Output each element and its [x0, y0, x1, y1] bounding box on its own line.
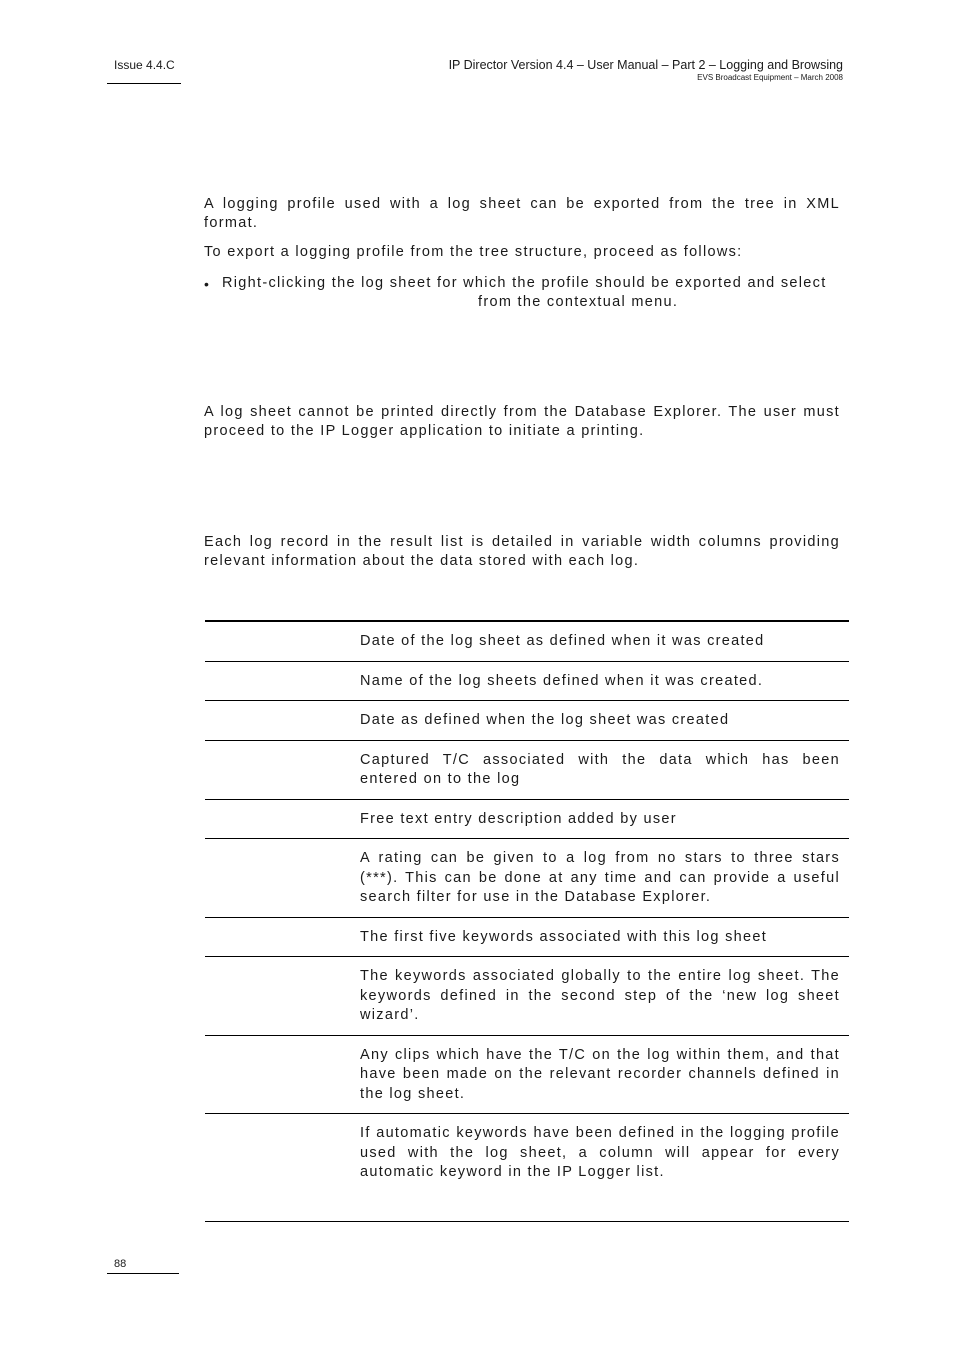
row-description: Free text entry description added by user	[360, 810, 677, 827]
header-title: IP Director Version 4.4 – User Manual – Part 2 – Logging and Browsing	[448, 58, 843, 72]
columns-paragraph: Each log record in the result list is detailed in variable width columns providing relevant information about the data stored with each log.	[204, 534, 840, 569]
table-row	[205, 741, 849, 800]
row-description: Date of the log sheet as defined when it was created	[360, 633, 765, 649]
header-doc-info	[449, 58, 843, 82]
table-row	[205, 957, 849, 1036]
row-description: Captured T/C associated with the data which has been entered on to the log	[360, 751, 840, 787]
print-paragraph: A log sheet cannot be printed directly from the Database Explorer. The user must proceed to the IP Logger application to initiate a printing.	[204, 404, 840, 439]
table-row	[205, 701, 849, 741]
footer-rule	[107, 1273, 179, 1274]
export-bullet-line-1: Right-clicking the log sheet for which the profile should be exported and select	[222, 275, 827, 291]
bullet-icon: •	[204, 276, 209, 292]
header-issue: Issue 4.4.C	[114, 58, 175, 72]
export-bullet-line-2: from the contextual menu.	[478, 294, 679, 310]
row-description: Name of the log sheets defined when it was created.	[360, 672, 764, 689]
table-row	[205, 1036, 849, 1115]
row-description: The first five keywords associated with this log sheet	[360, 928, 768, 945]
row-description: A rating can be given to a log from no stars to three stars (***). This can be done at any time and can provide a useful search filter for use in the Database Explorer.	[360, 850, 840, 905]
table-row	[205, 839, 849, 918]
header-issue-rule	[107, 83, 181, 84]
row-description: Any clips which have the T/C on the log within them, and that have been made on the relevant recorder channels defined in the log sheet.	[360, 1046, 840, 1102]
row-description: The keywords associated globally to the entire log sheet. The keywords defined in the second step of the ‘new log sheet wizard’.	[360, 968, 840, 1023]
export-intro-paragraph: To export a logging profile from the tree structure, proceed as follows:	[204, 244, 743, 260]
table-row	[205, 622, 849, 662]
row-description: If automatic keywords have been defined in the logging profile used with the log sheet, a column will appear for every automatic keyword in the IP Logger list.	[360, 1125, 840, 1180]
page-number: 88	[114, 1258, 127, 1270]
table-row	[205, 918, 849, 958]
export-paragraph: A logging profile used with a log sheet can be exported from the tree in XML format.	[204, 196, 840, 231]
table-row	[205, 662, 849, 702]
columns-table	[205, 620, 849, 1222]
row-description: Date as defined when the log sheet was created	[360, 712, 730, 728]
table-row	[205, 1114, 849, 1222]
header-subtitle: EVS Broadcast Equipment – March 2008	[697, 73, 843, 82]
table-row	[205, 800, 849, 840]
